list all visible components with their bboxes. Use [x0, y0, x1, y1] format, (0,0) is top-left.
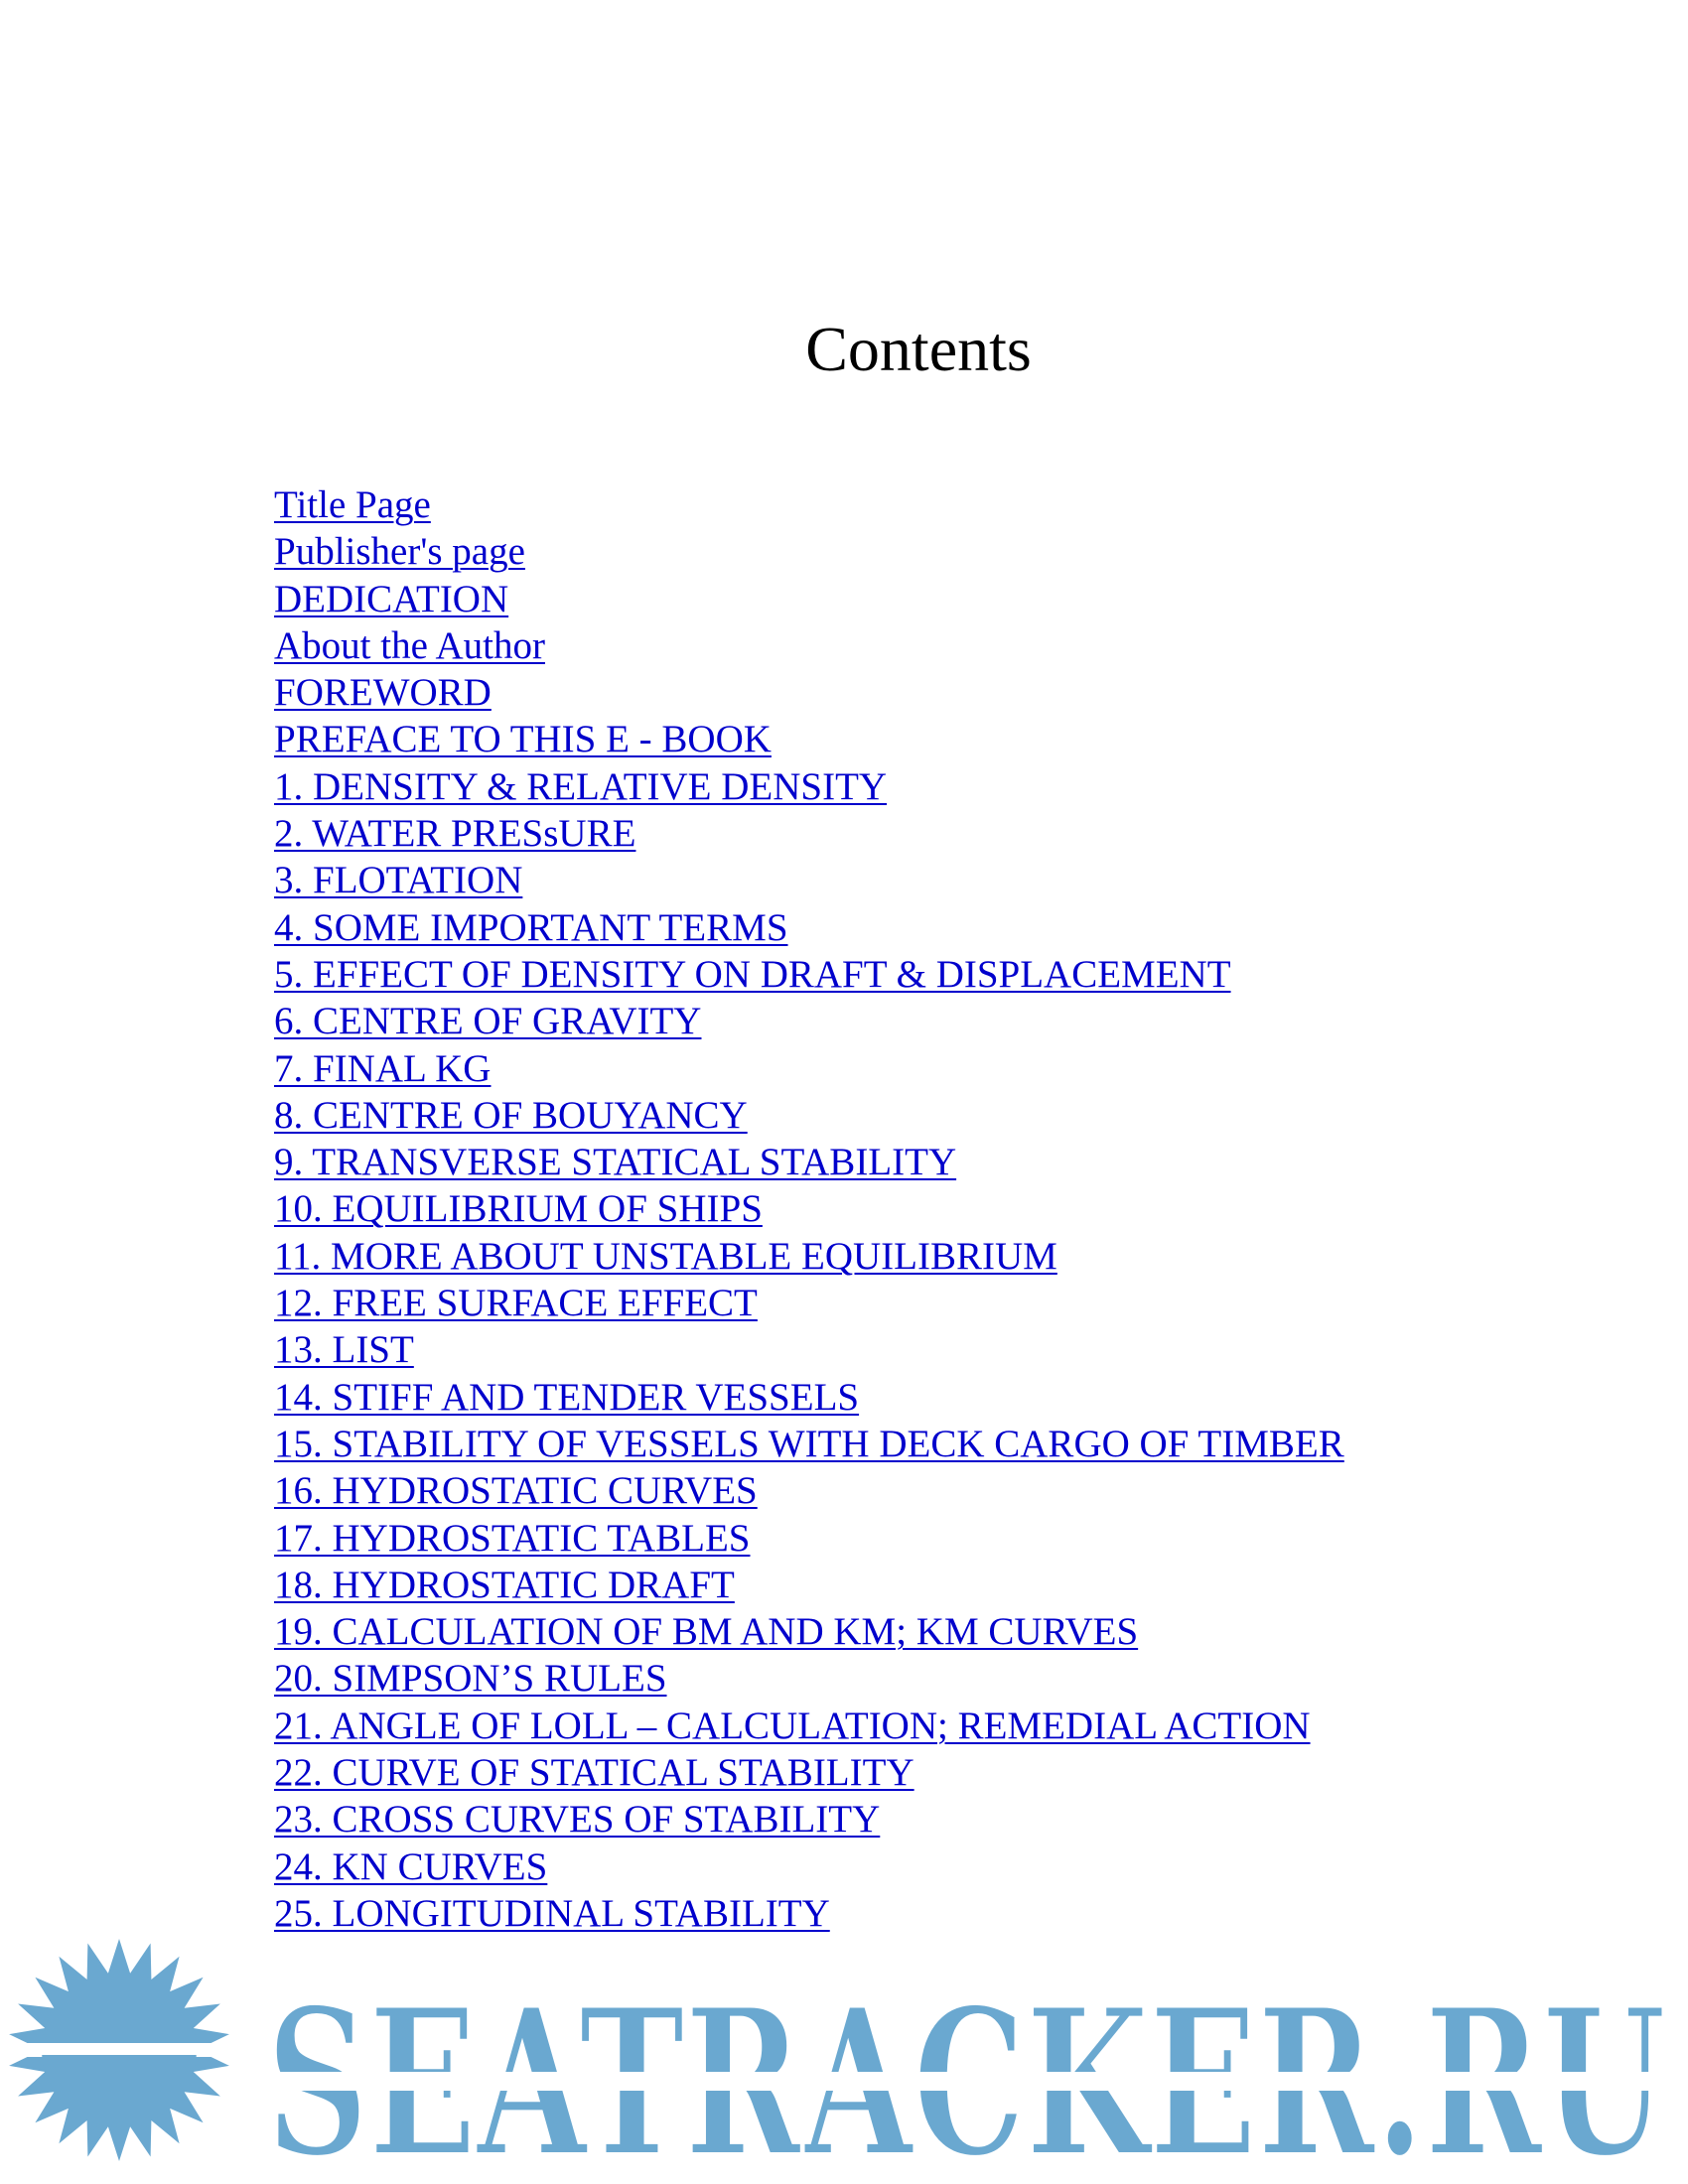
toc-item: [274, 1562, 1344, 1608]
toc-item: [274, 1608, 1344, 1655]
toc-item: [274, 622, 1344, 669]
toc-item: [274, 1233, 1344, 1280]
toc-item: [274, 576, 1344, 622]
toc-item: [274, 1185, 1344, 1232]
toc-link[interactable]: 12. FREE SURFACE EFFECT: [274, 1282, 758, 1325]
toc-item: [274, 998, 1344, 1044]
toc-item: [274, 669, 1344, 716]
toc-link[interactable]: 9. TRANSVERSE STATICAL STABILITY: [274, 1141, 957, 1184]
toc-link[interactable]: Publisher's page: [274, 530, 525, 574]
toc-link[interactable]: 21. ANGLE OF LOLL – CALCULATION; REMEDIAL ACTION: [274, 1704, 1311, 1747]
toc-link[interactable]: DEDICATION: [274, 577, 509, 620]
toc-item: [274, 528, 1344, 575]
toc-item: [274, 716, 1344, 762]
toc-link[interactable]: Title Page: [274, 483, 431, 526]
table-of-contents: [274, 481, 1344, 1937]
toc-link[interactable]: PREFACE TO THIS E - BOOK: [274, 718, 772, 761]
toc-item: [274, 1655, 1344, 1702]
toc-item: [274, 1467, 1344, 1514]
page-title: Contents: [805, 314, 1032, 384]
toc-item: [274, 904, 1344, 951]
toc-link[interactable]: 4. SOME IMPORTANT TERMS: [274, 905, 788, 949]
toc-item: [274, 1703, 1344, 1749]
toc-link[interactable]: 7. FINAL KG: [274, 1046, 492, 1090]
toc-item: [274, 1374, 1344, 1421]
toc-link[interactable]: 23. CROSS CURVES OF STABILITY: [274, 1798, 881, 1842]
toc-item: [274, 1515, 1344, 1562]
toc-link[interactable]: 15. STABILITY OF VESSELS WITH DECK CARGO OF TIMBER: [274, 1422, 1344, 1465]
toc-item: [274, 1045, 1344, 1092]
toc-link[interactable]: 25. LONGITUDINAL STABILITY: [274, 1891, 830, 1935]
toc-link[interactable]: 1. DENSITY & RELATIVE DENSITY: [274, 764, 888, 808]
toc-link[interactable]: 14. STIFF AND TENDER VESSELS: [274, 1375, 860, 1419]
toc-item: [274, 857, 1344, 903]
toc-item: [274, 763, 1344, 810]
toc-item: [274, 481, 1344, 528]
toc-link[interactable]: 24. KN CURVES: [274, 1844, 548, 1888]
toc-link[interactable]: 5. EFFECT OF DENSITY ON DRAFT & DISPLACEMENT: [274, 952, 1231, 996]
toc-link[interactable]: About the Author: [274, 623, 545, 667]
toc-link[interactable]: 18. HYDROSTATIC DRAFT: [274, 1563, 735, 1606]
toc-item: [274, 1749, 1344, 1796]
toc-link[interactable]: 10. EQUILIBRIUM OF SHIPS: [274, 1187, 763, 1231]
toc-link[interactable]: 17. HYDROSTATIC TABLES: [274, 1516, 751, 1560]
toc-item: [274, 1280, 1344, 1326]
toc-item: [274, 810, 1344, 857]
watermark-logo: [0, 1936, 1688, 2184]
toc-item: [274, 1796, 1344, 1843]
toc-link[interactable]: 16. HYDROSTATIC CURVES: [274, 1469, 758, 1513]
toc-item: [274, 1890, 1344, 1937]
toc-link[interactable]: 2. WATER PRESsURE: [274, 812, 636, 856]
sun-icon: [0, 1939, 248, 2161]
toc-link[interactable]: 13. LIST: [274, 1328, 414, 1372]
toc-link[interactable]: 6. CENTRE OF GRAVITY: [274, 1000, 702, 1043]
toc-link[interactable]: 20. SIMPSON’S RULES: [274, 1657, 667, 1701]
toc-item: [274, 1843, 1344, 1890]
toc-item: [274, 951, 1344, 998]
toc-link[interactable]: 8. CENTRE OF BOUYANCY: [274, 1093, 748, 1137]
toc-link[interactable]: 11. MORE ABOUT UNSTABLE EQUILIBRIUM: [274, 1234, 1057, 1278]
toc-link[interactable]: 3. FLOTATION: [274, 859, 523, 902]
watermark-text: SEATRACKER.RU: [266, 1965, 1666, 2184]
toc-item: [274, 1139, 1344, 1185]
toc-link[interactable]: 19. CALCULATION OF BM AND KM; KM CURVES: [274, 1610, 1139, 1654]
toc-link[interactable]: 22. CURVE OF STATICAL STABILITY: [274, 1751, 914, 1795]
toc-item: [274, 1421, 1344, 1467]
toc-link[interactable]: FOREWORD: [274, 671, 492, 715]
toc-item: [274, 1326, 1344, 1373]
toc-item: [274, 1092, 1344, 1139]
